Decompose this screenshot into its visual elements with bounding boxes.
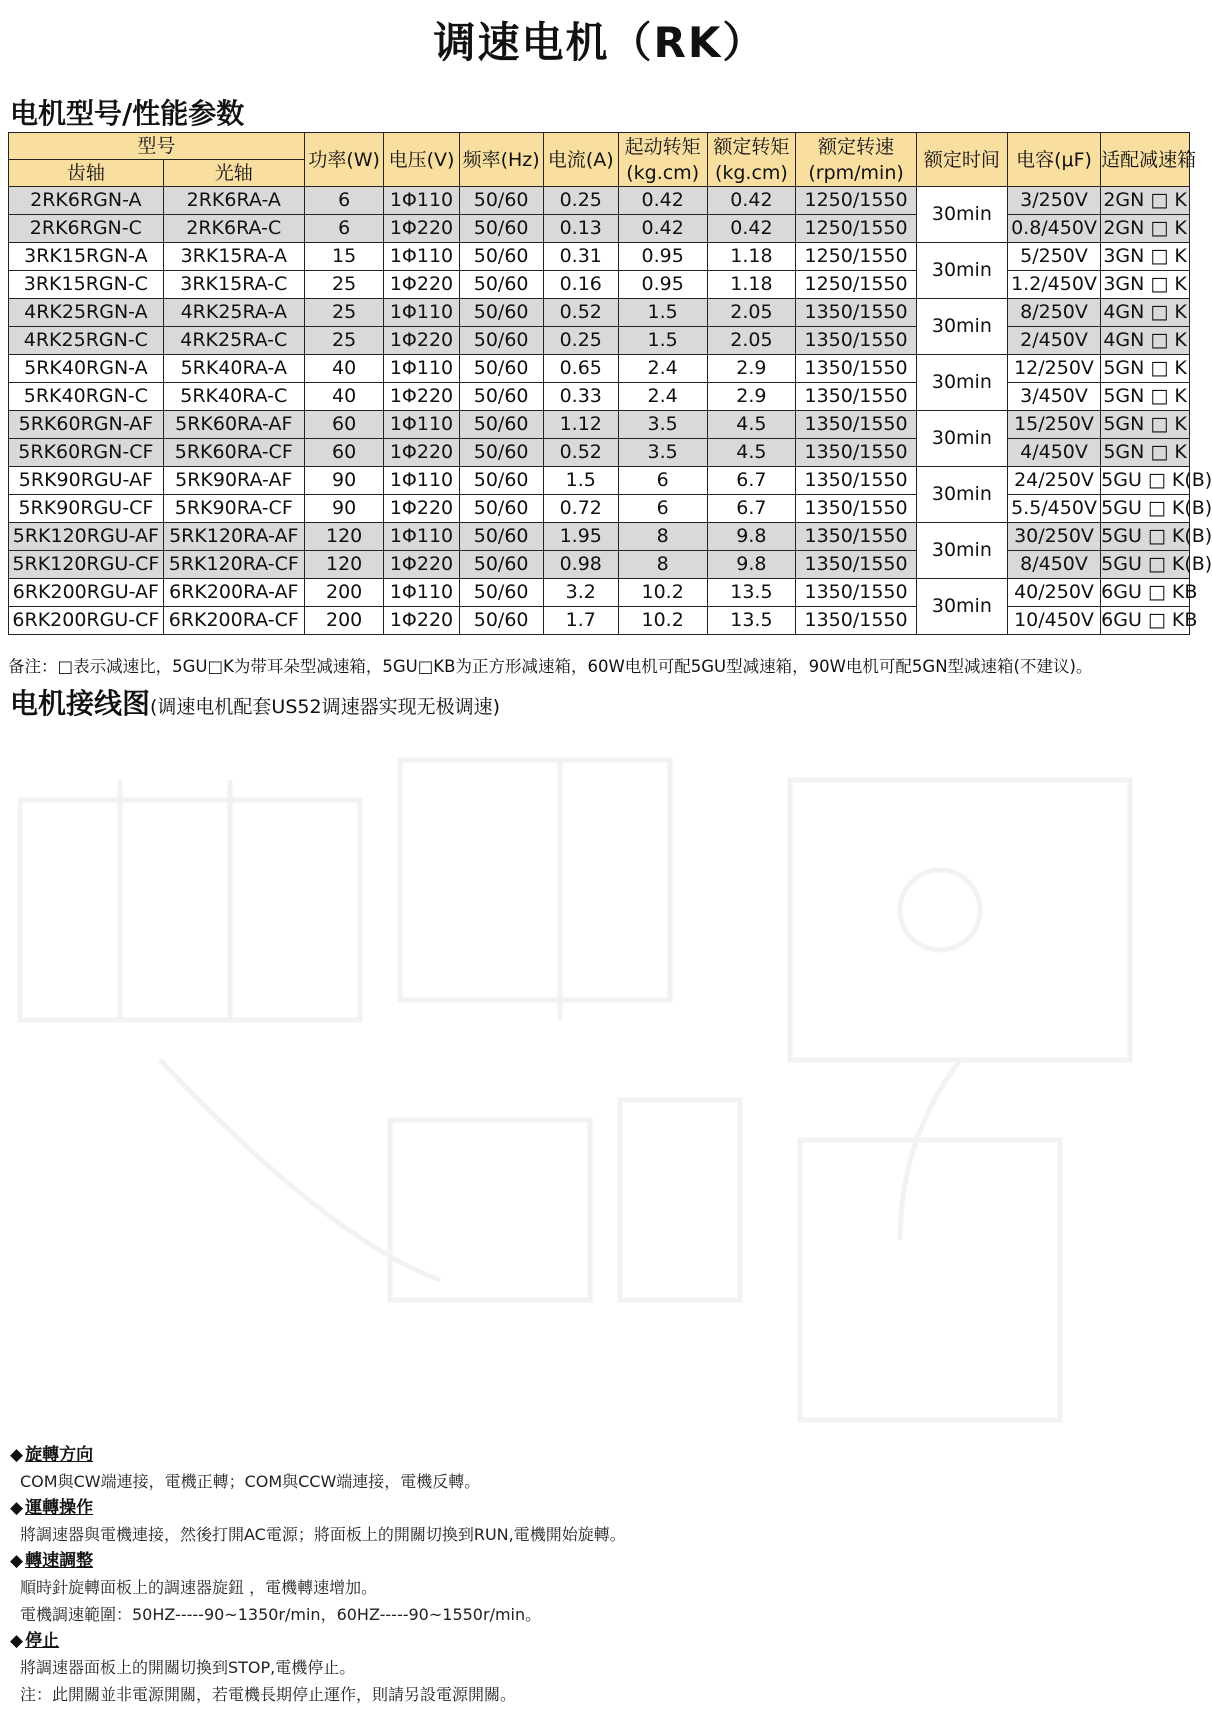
voltage-cell: 1Φ220 xyxy=(384,383,459,411)
diamond-bullet-icon: ◆ xyxy=(10,1445,24,1465)
current-cell: 0.31 xyxy=(543,243,618,271)
instruction-heading: 旋轉方向 xyxy=(25,1445,94,1465)
frequency-cell: 50/60 xyxy=(459,299,543,327)
table-row xyxy=(9,467,1190,495)
table-row xyxy=(9,439,1190,467)
rated-speed-cell: 1250/1550 xyxy=(796,187,917,215)
rated-time-cell: 30min xyxy=(916,355,1007,411)
gear-shaft-model: 5RK120RGU-AF xyxy=(9,523,164,551)
voltage-cell: 1Φ110 xyxy=(384,467,459,495)
start-torque-cell: 6 xyxy=(618,467,707,495)
gearbox-cell: 2GN □ K xyxy=(1101,215,1190,243)
optical-shaft-model: 5RK60RA-AF xyxy=(163,411,304,439)
start-torque-cell: 0.95 xyxy=(618,271,707,299)
header-rated-torque xyxy=(707,133,796,187)
frequency-cell: 50/60 xyxy=(459,467,543,495)
optical-shaft-model: 4RK25RA-A xyxy=(163,299,304,327)
current-cell: 0.16 xyxy=(543,271,618,299)
optical-shaft-model: 2RK6RA-C xyxy=(163,215,304,243)
current-cell: 0.52 xyxy=(543,439,618,467)
capacitor-cell: 12/250V xyxy=(1007,355,1100,383)
optical-shaft-model: 6RK200RA-CF xyxy=(163,607,304,635)
rated-torque-cell: 2.05 xyxy=(707,299,796,327)
current-cell: 1.95 xyxy=(543,523,618,551)
gearbox-cell: 5GN □ K xyxy=(1101,355,1190,383)
current-cell: 0.98 xyxy=(543,551,618,579)
diamond-bullet-icon: ◆ xyxy=(10,1498,24,1518)
current-cell: 1.12 xyxy=(543,411,618,439)
header-frequency: 频率(Hz) xyxy=(459,133,543,187)
instruction-rotation xyxy=(10,1442,1190,1495)
power-cell: 120 xyxy=(304,523,384,551)
rated-torque-cell: 4.5 xyxy=(707,411,796,439)
voltage-cell: 1Φ110 xyxy=(384,523,459,551)
current-cell: 0.13 xyxy=(543,215,618,243)
instruction-heading: 運轉操作 xyxy=(25,1498,94,1518)
rated-torque-cell: 9.8 xyxy=(707,551,796,579)
start-torque-cell: 2.4 xyxy=(618,383,707,411)
power-cell: 25 xyxy=(304,299,384,327)
start-torque-cell: 3.5 xyxy=(618,439,707,467)
rated-speed-cell: 1350/1550 xyxy=(796,607,917,635)
rated-speed-cell: 1250/1550 xyxy=(796,243,917,271)
frequency-cell: 50/60 xyxy=(459,551,543,579)
capacitor-cell: 8/450V xyxy=(1007,551,1100,579)
optical-shaft-model: 3RK15RA-A xyxy=(163,243,304,271)
instruction-line: 電機調速範圍：50HZ-----90~1350r/min，60HZ-----90~1550r/min。 xyxy=(20,1605,542,1624)
frequency-cell: 50/60 xyxy=(459,579,543,607)
current-cell: 1.7 xyxy=(543,607,618,635)
voltage-cell: 1Φ220 xyxy=(384,607,459,635)
spec-table-body xyxy=(9,187,1212,635)
gear-shaft-model: 5RK120RGU-CF xyxy=(9,551,164,579)
voltage-cell: 1Φ220 xyxy=(384,215,459,243)
power-cell: 15 xyxy=(304,243,384,271)
gearbox-cell: 5GU □ K(B) xyxy=(1101,467,1190,495)
frequency-cell: 50/60 xyxy=(459,327,543,355)
frequency-cell: 50/60 xyxy=(459,495,543,523)
rated-torque-cell: 0.42 xyxy=(707,187,796,215)
power-cell: 40 xyxy=(304,383,384,411)
gear-shaft-model: 3RK15RGN-C xyxy=(9,271,164,299)
frequency-cell: 50/60 xyxy=(459,439,543,467)
start-torque-cell: 1.5 xyxy=(618,327,707,355)
gearbox-cell: 6GU □ KB xyxy=(1101,607,1190,635)
spec-section-title: 电机型号/性能参数 xyxy=(10,97,245,130)
gearbox-cell: 5GU □ K(B) xyxy=(1101,495,1190,523)
gear-shaft-model: 6RK200RGU-AF xyxy=(9,579,164,607)
table-row xyxy=(9,243,1190,271)
capacitor-cell: 8/250V xyxy=(1007,299,1100,327)
frequency-cell: 50/60 xyxy=(459,187,543,215)
current-cell: 0.25 xyxy=(543,187,618,215)
gearbox-cell: 5GU □ K(B) xyxy=(1101,551,1190,579)
table-note: 备注：□表示减速比，5GU□K为带耳朵型减速箱，5GU□KB为正方形减速箱，60W电机可配5GU型减速箱，90W电机可配5GN型减速箱(不建议)。 xyxy=(8,657,1093,676)
power-cell: 25 xyxy=(304,327,384,355)
header-model: 型号 xyxy=(9,133,305,160)
start-torque-cell: 8 xyxy=(618,551,707,579)
wiring-section-title xyxy=(10,682,500,722)
voltage-cell: 1Φ110 xyxy=(384,579,459,607)
table-row xyxy=(9,215,1190,243)
wiring-diagram-area xyxy=(0,720,1200,1440)
voltage-cell: 1Φ110 xyxy=(384,187,459,215)
rated-time-cell: 30min xyxy=(916,467,1007,523)
gearbox-cell: 6GU □ KB xyxy=(1101,579,1190,607)
header-power: 功率(W) xyxy=(304,133,384,187)
table-row xyxy=(9,187,1190,215)
rated-speed-cell: 1350/1550 xyxy=(796,551,917,579)
diamond-bullet-icon: ◆ xyxy=(10,1631,24,1651)
gearbox-cell: 5GU □ K(B) xyxy=(1101,523,1190,551)
gearbox-cell: 4GN □ K xyxy=(1101,327,1190,355)
optical-shaft-model: 5RK40RA-C xyxy=(163,383,304,411)
gearbox-cell: 5GN □ K xyxy=(1101,411,1190,439)
rated-speed-cell: 1350/1550 xyxy=(796,495,917,523)
power-cell: 200 xyxy=(304,607,384,635)
gearbox-cell: 5GN □ K xyxy=(1101,439,1190,467)
optical-shaft-model: 5RK120RA-CF xyxy=(163,551,304,579)
gearbox-cell: 5GN □ K xyxy=(1101,383,1190,411)
capacitor-cell: 5.5/450V xyxy=(1007,495,1100,523)
table-row xyxy=(9,355,1190,383)
power-cell: 90 xyxy=(304,495,384,523)
gear-shaft-model: 4RK25RGN-A xyxy=(9,299,164,327)
rated-time-cell: 30min xyxy=(916,523,1007,579)
frequency-cell: 50/60 xyxy=(459,411,543,439)
wiring-subtitle: (调速电机配套US52调速器实现无极调速) xyxy=(150,696,500,718)
header-rated-speed-line1: 额定转速 xyxy=(818,135,895,158)
rated-speed-cell: 1350/1550 xyxy=(796,355,917,383)
rated-speed-cell: 1350/1550 xyxy=(796,579,917,607)
gear-shaft-model: 4RK25RGN-C xyxy=(9,327,164,355)
wiring-title-text: 电机接线图 xyxy=(10,687,151,720)
table-row xyxy=(9,495,1190,523)
power-cell: 6 xyxy=(304,215,384,243)
voltage-cell: 1Φ220 xyxy=(384,439,459,467)
voltage-cell: 1Φ220 xyxy=(384,327,459,355)
table-row xyxy=(9,299,1190,327)
gear-shaft-model: 5RK60RGN-AF xyxy=(9,411,164,439)
voltage-cell: 1Φ110 xyxy=(384,243,459,271)
header-optical-shaft: 光轴 xyxy=(163,160,304,187)
header-rated-speed-line2: (rpm/min) xyxy=(808,161,904,184)
start-torque-cell: 2.4 xyxy=(618,355,707,383)
current-cell: 0.52 xyxy=(543,299,618,327)
header-start-torque xyxy=(618,133,707,187)
rated-speed-cell: 1350/1550 xyxy=(796,327,917,355)
instruction-operation xyxy=(10,1495,1190,1548)
rated-time-cell: 30min xyxy=(916,187,1007,243)
header-rated-torque-line2: (kg.cm) xyxy=(714,161,788,184)
rated-torque-cell: 13.5 xyxy=(707,579,796,607)
start-torque-cell: 3.5 xyxy=(618,411,707,439)
diamond-bullet-icon: ◆ xyxy=(10,1551,24,1571)
rated-torque-cell: 2.05 xyxy=(707,327,796,355)
voltage-cell: 1Φ220 xyxy=(384,271,459,299)
rated-torque-cell: 13.5 xyxy=(707,607,796,635)
frequency-cell: 50/60 xyxy=(459,243,543,271)
rated-time-cell: 30min xyxy=(916,411,1007,467)
capacitor-cell: 10/450V xyxy=(1007,607,1100,635)
power-cell: 6 xyxy=(304,187,384,215)
table-row xyxy=(9,551,1190,579)
frequency-cell: 50/60 xyxy=(459,215,543,243)
optical-shaft-model: 5RK40RA-A xyxy=(163,355,304,383)
capacitor-cell: 2/450V xyxy=(1007,327,1100,355)
rated-speed-cell: 1350/1550 xyxy=(796,299,917,327)
capacitor-cell: 40/250V xyxy=(1007,579,1100,607)
gear-shaft-model: 2RK6RGN-C xyxy=(9,215,164,243)
frequency-cell: 50/60 xyxy=(459,271,543,299)
table-row xyxy=(9,271,1190,299)
gearbox-cell: 2GN □ K xyxy=(1101,187,1190,215)
table-row xyxy=(9,523,1190,551)
header-rated-torque-line1: 额定转矩 xyxy=(713,135,790,158)
header-gearbox: 适配减速箱 xyxy=(1101,133,1190,187)
voltage-cell: 1Φ110 xyxy=(384,299,459,327)
instruction-line: COM與CW端連接，電機正轉；COM與CCW端連接，電機反轉。 xyxy=(20,1472,481,1491)
wiring-diagram-ghost xyxy=(0,720,1200,1440)
gear-shaft-model: 5RK60RGN-CF xyxy=(9,439,164,467)
voltage-cell: 1Φ220 xyxy=(384,495,459,523)
power-cell: 200 xyxy=(304,579,384,607)
header-voltage: 电压(V) xyxy=(384,133,459,187)
instructions xyxy=(10,1442,1190,1708)
instruction-heading: 停止 xyxy=(25,1631,60,1651)
instruction-line: 將調速器與電機連接，然後打開AC電源；將面板上的開關切換到RUN,電機開始旋轉。 xyxy=(20,1525,626,1544)
capacitor-cell: 1.2/450V xyxy=(1007,271,1100,299)
instruction-heading: 轉速調整 xyxy=(25,1551,94,1571)
power-cell: 60 xyxy=(304,439,384,467)
current-cell: 3.2 xyxy=(543,579,618,607)
start-torque-cell: 8 xyxy=(618,523,707,551)
start-torque-cell: 10.2 xyxy=(618,579,707,607)
capacitor-cell: 0.8/450V xyxy=(1007,215,1100,243)
table-row xyxy=(9,411,1190,439)
instruction-line: 注：此開關並非電源開關，若電機長期停止運作，則請另設電源開關。 xyxy=(20,1685,517,1704)
start-torque-cell: 1.5 xyxy=(618,299,707,327)
rated-torque-cell: 4.5 xyxy=(707,439,796,467)
frequency-cell: 50/60 xyxy=(459,383,543,411)
current-cell: 0.25 xyxy=(543,327,618,355)
rated-time-cell: 30min xyxy=(916,579,1007,635)
header-gear-shaft: 齿轴 xyxy=(9,160,164,187)
frequency-cell: 50/60 xyxy=(459,607,543,635)
table-row xyxy=(9,579,1190,607)
rated-speed-cell: 1250/1550 xyxy=(796,215,917,243)
table-row xyxy=(9,383,1190,411)
power-cell: 40 xyxy=(304,355,384,383)
rated-torque-cell: 1.18 xyxy=(707,271,796,299)
rated-torque-cell: 2.9 xyxy=(707,383,796,411)
rated-torque-cell: 9.8 xyxy=(707,523,796,551)
rated-time-cell: 30min xyxy=(916,243,1007,299)
page-title: 调速电机（RK） xyxy=(433,18,767,67)
rated-speed-cell: 1350/1550 xyxy=(796,523,917,551)
optical-shaft-model: 3RK15RA-C xyxy=(163,271,304,299)
current-cell: 0.65 xyxy=(543,355,618,383)
current-cell: 0.33 xyxy=(543,383,618,411)
rated-speed-cell: 1350/1550 xyxy=(796,383,917,411)
power-cell: 90 xyxy=(304,467,384,495)
power-cell: 120 xyxy=(304,551,384,579)
voltage-cell: 1Φ220 xyxy=(384,551,459,579)
table-row xyxy=(9,327,1190,355)
frequency-cell: 50/60 xyxy=(459,355,543,383)
rated-speed-cell: 1350/1550 xyxy=(796,467,917,495)
optical-shaft-model: 5RK120RA-AF xyxy=(163,523,304,551)
rated-time-cell: 30min xyxy=(916,299,1007,355)
optical-shaft-model: 5RK90RA-AF xyxy=(163,467,304,495)
optical-shaft-model: 5RK60RA-CF xyxy=(163,439,304,467)
spec-table xyxy=(8,132,1212,635)
start-torque-cell: 0.95 xyxy=(618,243,707,271)
spec-table-header xyxy=(9,133,1197,187)
rated-torque-cell: 1.18 xyxy=(707,243,796,271)
capacitor-cell: 24/250V xyxy=(1007,467,1100,495)
instruction-stop xyxy=(10,1628,1190,1708)
optical-shaft-model: 5RK90RA-CF xyxy=(163,495,304,523)
start-torque-cell: 6 xyxy=(618,495,707,523)
gear-shaft-model: 5RK40RGN-A xyxy=(9,355,164,383)
capacitor-cell: 4/450V xyxy=(1007,439,1100,467)
power-cell: 60 xyxy=(304,411,384,439)
rated-torque-cell: 0.42 xyxy=(707,215,796,243)
voltage-cell: 1Φ110 xyxy=(384,355,459,383)
capacitor-cell: 15/250V xyxy=(1007,411,1100,439)
header-current: 电流(A) xyxy=(543,133,618,187)
gearbox-cell: 3GN □ K xyxy=(1101,271,1190,299)
gear-shaft-model: 5RK40RGN-C xyxy=(9,383,164,411)
instruction-line: 將調速器面板上的開關切換到STOP,電機停止。 xyxy=(20,1658,356,1677)
instruction-speed-adjust xyxy=(10,1548,1190,1628)
table-row xyxy=(9,607,1190,635)
rated-torque-cell: 2.9 xyxy=(707,355,796,383)
gear-shaft-model: 5RK90RGU-AF xyxy=(9,467,164,495)
optical-shaft-model: 6RK200RA-AF xyxy=(163,579,304,607)
power-cell: 25 xyxy=(304,271,384,299)
current-cell: 0.72 xyxy=(543,495,618,523)
start-torque-cell: 0.42 xyxy=(618,215,707,243)
gear-shaft-model: 2RK6RGN-A xyxy=(9,187,164,215)
rated-speed-cell: 1250/1550 xyxy=(796,271,917,299)
rated-speed-cell: 1350/1550 xyxy=(796,411,917,439)
capacitor-cell: 5/250V xyxy=(1007,243,1100,271)
header-start-torque-line1: 起动转矩 xyxy=(624,135,701,158)
capacitor-cell: 3/450V xyxy=(1007,383,1100,411)
gearbox-cell: 4GN □ K xyxy=(1101,299,1190,327)
start-torque-cell: 10.2 xyxy=(618,607,707,635)
voltage-cell: 1Φ110 xyxy=(384,411,459,439)
header-rated-speed xyxy=(796,133,917,187)
start-torque-cell: 0.42 xyxy=(618,187,707,215)
rated-torque-cell: 6.7 xyxy=(707,495,796,523)
header-capacitor: 电容(μF) xyxy=(1007,133,1100,187)
current-cell: 1.5 xyxy=(543,467,618,495)
rated-torque-cell: 6.7 xyxy=(707,467,796,495)
instruction-line: 順時針旋轉面板上的調速器旋鈕 ，電機轉速增加。 xyxy=(20,1578,378,1597)
capacitor-cell: 30/250V xyxy=(1007,523,1100,551)
header-rated-time: 额定时间 xyxy=(916,133,1007,187)
frequency-cell: 50/60 xyxy=(459,523,543,551)
optical-shaft-model: 2RK6RA-A xyxy=(163,187,304,215)
gearbox-cell: 3GN □ K xyxy=(1101,243,1190,271)
gear-shaft-model: 6RK200RGU-CF xyxy=(9,607,164,635)
optical-shaft-model: 4RK25RA-C xyxy=(163,327,304,355)
capacitor-cell: 3/250V xyxy=(1007,187,1100,215)
gear-shaft-model: 5RK90RGU-CF xyxy=(9,495,164,523)
gear-shaft-model: 3RK15RGN-A xyxy=(9,243,164,271)
header-start-torque-line2: (kg.cm) xyxy=(626,161,700,184)
rated-speed-cell: 1350/1550 xyxy=(796,439,917,467)
